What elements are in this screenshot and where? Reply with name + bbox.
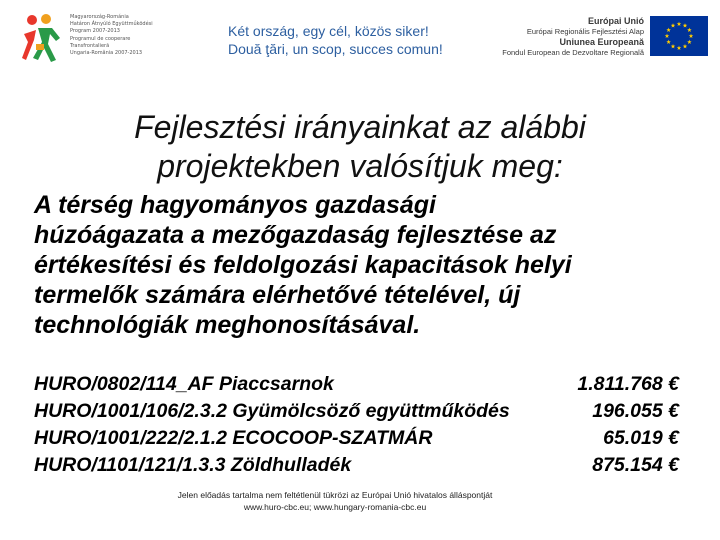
eu-flag-icon: [650, 16, 708, 56]
body-line: technológiák meghonosításával.: [34, 311, 421, 339]
project-name: HURO/1101/121/1.3.3 Zöldhulladék: [34, 454, 352, 476]
project-amount: 196.055 €: [592, 400, 679, 422]
title-line: Fejlesztési irányainkat az alábbi: [134, 109, 586, 145]
slide-title: [40, 108, 680, 186]
body-paragraph: [34, 190, 694, 340]
project-row: [34, 371, 679, 398]
hu-ro-program-logo: [22, 14, 62, 64]
body-line: értékesítési és feldolgozási kapacitások helyi: [34, 251, 572, 279]
project-name: HURO/0802/114_AF Piaccsarnok: [34, 373, 334, 395]
eu-line: Európai Unió: [588, 16, 644, 26]
project-row: [34, 452, 679, 479]
title-line: projektekben valósítjuk meg:: [157, 148, 563, 184]
disclaimer-text: Jelen előadás tartalma nem feltétlenül tükrözi az Európai Unió hivatalos álláspontját: [177, 490, 493, 500]
project-name: HURO/1001/222/2.1.2 ECOCOOP-SZATMÁR: [34, 427, 433, 449]
project-amount: 875.154 €: [592, 454, 679, 476]
project-amount: 65.019 €: [603, 427, 679, 449]
footer-disclaimer: [100, 489, 570, 513]
eu-line: Uniunea Europeană: [559, 37, 644, 47]
header: [0, 0, 720, 80]
program-line: Transfrontalieră: [70, 42, 110, 49]
eu-funding-text: [502, 16, 644, 58]
project-row: [34, 398, 679, 425]
program-line: Magyarország-Románia: [70, 14, 129, 20]
slogan-hungarian: Két ország, egy cél, közös siker!: [228, 23, 429, 39]
project-list: [34, 371, 679, 479]
slogan: [228, 22, 443, 58]
program-line: Ungaria-România 2007-2013: [70, 50, 143, 57]
slogan-romanian: Două ţări, un scop, succes comun!: [228, 41, 443, 57]
eu-line: Fondul European de Dezvoltare Regională: [502, 47, 644, 57]
body-line: húzóágazata a mezőgazdaság fejlesztése az: [34, 221, 557, 249]
eu-line: Európai Regionális Fejlesztési Alap: [526, 26, 644, 36]
project-amount: 1.811.768 €: [577, 373, 679, 395]
body-line: termelők számára elérhetővé tételével, új: [34, 281, 521, 309]
website-links: www.huro-cbc.eu; www.hungary-romania-cbc.eu: [243, 502, 427, 512]
project-name: HURO/1001/106/2.3.2 Gyümölcsöző együttműködés: [34, 400, 510, 422]
program-line: Határon Átnyúló Együttműködési: [70, 21, 153, 28]
program-line: Programul de cooperare: [70, 35, 131, 42]
program-line: Program 2007-2013: [70, 28, 120, 35]
body-line: A térség hagyományos gazdasági: [34, 191, 436, 219]
program-name-text: [70, 14, 160, 57]
project-row: [34, 425, 679, 452]
